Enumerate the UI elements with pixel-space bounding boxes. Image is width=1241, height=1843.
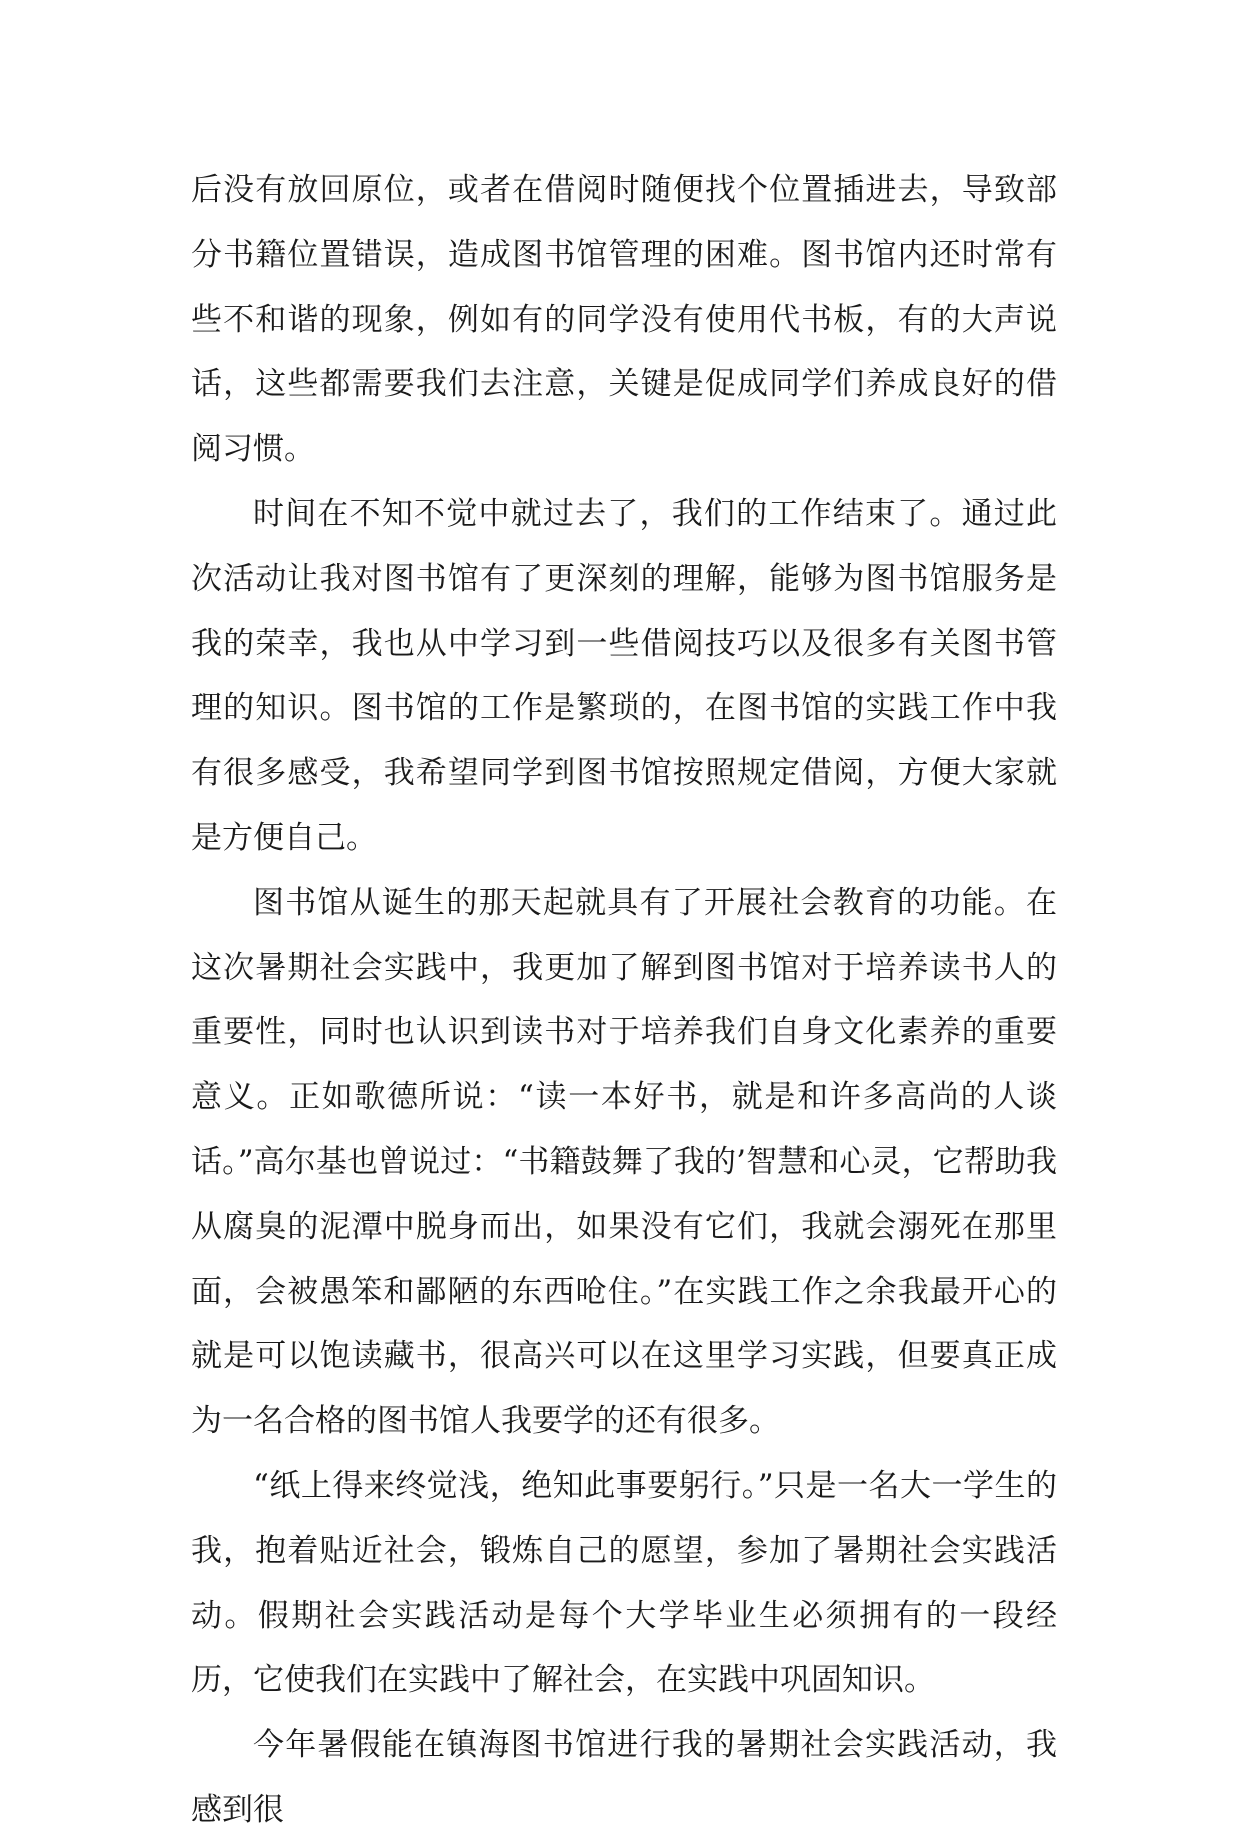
paragraph-continued: 后没有放回原位，或者在借阅时随便找个位置插进去，导致部分书籍位置错误，造成图书馆管理的困难。图书馆内还时常有些不和谐的现象，例如有的同学没有使用代书板，有的大声说话，这些都需要我们去注意，关键是促成同学们养成良好的借阅习惯。 [191,172,1057,468]
paragraph: 图书馆从诞生的那天起就具有了开展社会教育的功能。在这次暑期社会实践中，我更加了解到图书馆对于培养读书人的重要性，同时也认识到读书对于培养我们自身文化素养的重要意义。正如歌德所说：“读一本好书，就是和许多高尚的人谈话。”高尔基也曾说过：“书籍鼓舞了我的’智慧和心灵，它帮助我从腐臭的泥潭中脱身而出，如果没有它们，我就会溺死在那里面，会被愚笨和鄙陋的东西呛住。”在实践工作之余我最开心的就是可以饱读藏书，很高兴可以在这里学习实践，但要真正成为一名合格的图书馆人我要学的还有很多。 [191,884,1057,1440]
paragraph: “纸上得来终觉浅，绝知此事要躬行。”只是一名大一学生的我，抱着贴近社会，锻炼自己的愿望，参加了暑期社会实践活动。假期社会实践活动是每个大学毕业生必须拥有的一段经历，它使我们在实践中了解社会，在实践中巩固知识。 [191,1467,1057,1699]
document-body [191,158,1057,1843]
paragraph: 时间在不知不觉中就过去了，我们的工作结束了。通过此次活动让我对图书馆有了更深刻的理解，能够为图书馆服务是我的荣幸，我也从中学习到一些借阅技巧以及很多有关图书管理的知识。图书馆的工作是繁琐的，在图书馆的实践工作中我有很多感受，我希望同学到图书馆按照规定借阅，方便大家就是方便自己。 [191,495,1057,856]
paragraph: 今年暑假能在镇海图书馆进行我的暑期社会实践活动，我感到很 [191,1727,1057,1828]
